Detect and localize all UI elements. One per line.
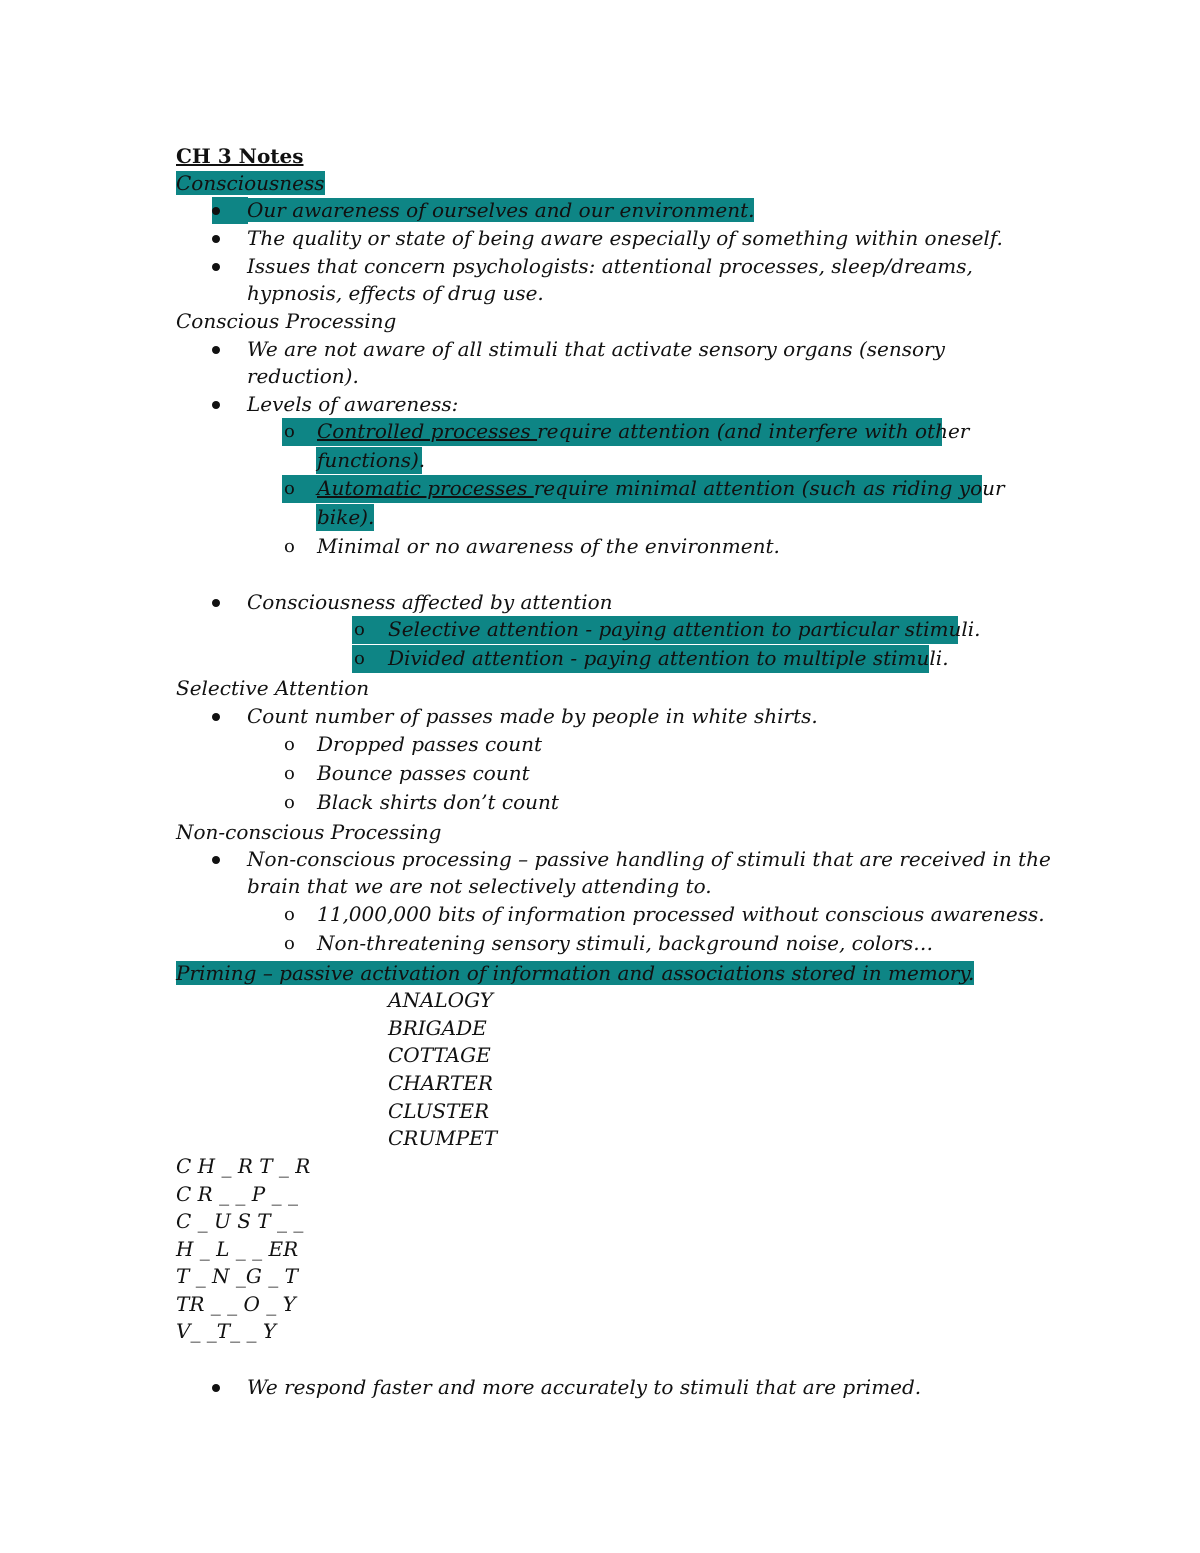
priming-word: CLUSTER [388,1099,490,1123]
sub-bullet-icon: o [354,619,365,640]
priming-heading: Priming – passive activation of information and associations stored in memory. [176,961,975,985]
bullet-icon [212,346,220,354]
sub-list-item-continuation: bike). [317,505,375,529]
page-title: CH 3 Notes [176,144,304,168]
sub-list-item: Selective attention - paying attention to particular stimuli. [388,617,981,641]
word-fragment: H _ L _ _ ER [176,1237,299,1261]
sub-bullet-icon: o [284,478,295,499]
list-item: Consciousness affected by attention [247,590,613,614]
sub-bullet-icon: o [354,648,365,669]
priming-word: COTTAGE [388,1043,491,1067]
sub-bullet-icon: o [284,734,295,755]
word-fragment: T _ N _G _ T [176,1264,298,1288]
list-item: We respond faster and more accurately to stimuli that are primed. [247,1375,922,1399]
priming-word: CHARTER [388,1071,493,1095]
bullet-icon [212,207,220,215]
word-fragment: C _ U S T _ _ [176,1209,304,1233]
sub-list-item: Non-threatening sensory stimuli, background noise, colors… [317,931,934,955]
sub-bullet-icon: o [284,933,295,954]
list-item: Count number of passes made by people in white shirts. [247,704,818,728]
sub-bullet-icon: o [284,904,295,925]
list-item-continuation: brain that we are not selectively attending to. [247,874,712,898]
word-fragment: TR _ _ O _ Y [176,1292,296,1316]
list-item: Non-conscious processing – passive handling of stimuli that are received in the [247,847,1051,871]
bullet-icon [212,599,220,607]
sub-bullet-icon: o [284,421,295,442]
sub-bullet-icon: o [284,792,295,813]
word-fragment: C H _ R T _ R [176,1154,311,1178]
priming-word: ANALOGY [388,988,493,1012]
bullet-icon [212,401,220,409]
sub-list-item-continuation: functions). [317,448,426,472]
list-item: Levels of awareness: [247,392,459,416]
section-heading-conscious-processing: Conscious Processing [176,309,397,333]
bullet-icon [212,856,220,864]
sub-list-item: Controlled processes require attention (and interfere with other [317,419,970,443]
sub-list-item: Bounce passes count [317,761,530,785]
list-item: We are not aware of all stimuli that activate sensory organs (sensory [247,337,945,361]
priming-word: CRUMPET [388,1126,498,1150]
word-fragment: V_ _T_ _ Y [176,1319,277,1343]
priming-word: BRIGADE [388,1016,487,1040]
sub-list-item: Automatic processes require minimal attention (such as riding your [317,476,1005,500]
bullet-icon [212,235,220,243]
list-item: The quality or state of being aware especially of something within oneself. [247,226,1003,250]
sub-bullet-icon: o [284,763,295,784]
sub-list-item: Black shirts don’t count [317,790,559,814]
section-heading-consciousness: Consciousness [176,171,325,195]
bullet-icon [212,263,220,271]
bullet-icon [212,1384,220,1392]
list-item-continuation: reduction). [247,364,359,388]
section-heading-selective-attention: Selective Attention [176,676,370,700]
bullet-icon [212,713,220,721]
list-item: Issues that concern psychologists: attentional processes, sleep/dreams, [247,254,973,278]
sub-bullet-icon: o [284,536,295,557]
sub-list-item: Minimal or no awareness of the environment. [317,534,780,558]
section-heading-nonconscious: Non-conscious Processing [176,820,442,844]
list-item-continuation: hypnosis, effects of drug use. [247,281,544,305]
sub-list-item: 11,000,000 bits of information processed without conscious awareness. [317,902,1045,926]
sub-list-item: Divided attention - paying attention to multiple stimuli. [388,646,949,670]
list-item: Our awareness of ourselves and our environment. [247,198,755,222]
word-fragment: C R _ _ P _ _ [176,1182,298,1206]
sub-list-item: Dropped passes count [317,732,542,756]
